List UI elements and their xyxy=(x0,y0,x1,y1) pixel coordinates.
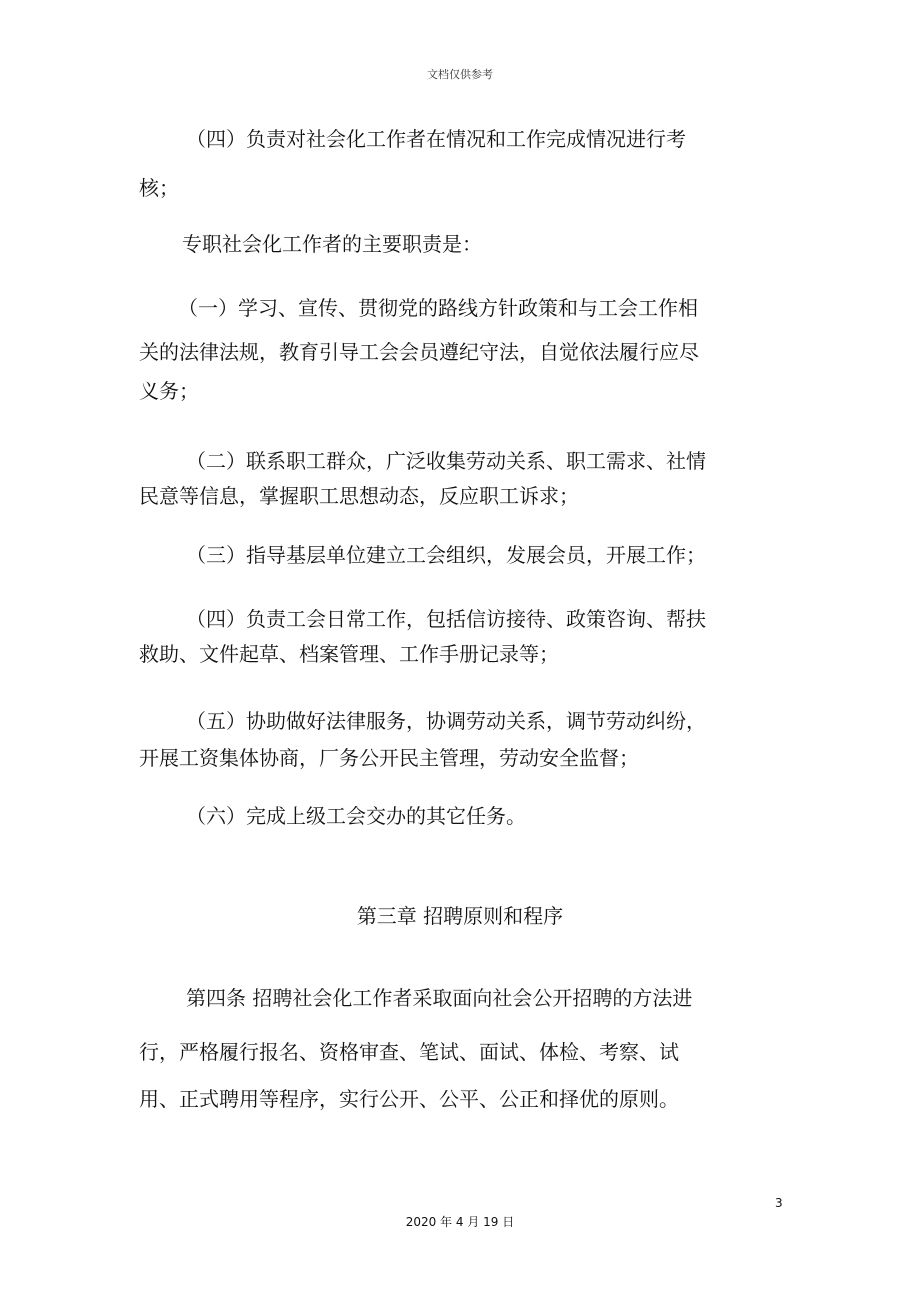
paragraph-line: 义务； xyxy=(139,379,199,403)
paragraph-line: （一）学习、宣传、贯彻党的路线方针政策和与工会工作相 xyxy=(178,296,698,320)
article-line: 行，严格履行报名、资格审查、笔试、面试、体检、考察、试 xyxy=(139,1040,679,1064)
paragraph-line: （四）负责工会日常工作，包括信访接待、政策咨询、帮扶 xyxy=(186,607,706,631)
paragraph-line: 专职社会化工作者的主要职责是： xyxy=(182,232,482,256)
page-header: 文档仅供参考 xyxy=(427,68,493,81)
footer-date: 2020 年 4 月 19 日 xyxy=(405,1215,515,1229)
chapter-title: 第三章 招聘原则和程序 xyxy=(356,904,564,928)
paragraph-line: 民意等信息，掌握职工思想动态，反应职工诉求； xyxy=(139,484,579,508)
paragraph-line: 救助、文件起草、档案管理、工作手册记录等； xyxy=(139,642,559,666)
paragraph-line: （三）指导基层单位建立工会组织，发展会员，开展工作； xyxy=(186,543,706,567)
paragraph-line: （四）负责对社会化工作者在情况和工作完成情况进行考 xyxy=(186,127,686,151)
paragraph-line: （二）联系职工群众，广泛收集劳动关系、职工需求、社情 xyxy=(186,449,706,473)
paragraph-line: 开展工资集体协商，厂务公开民主管理，劳动安全监督； xyxy=(139,746,639,770)
paragraph-line: 核； xyxy=(139,176,179,200)
article-line: 第四条 招聘社会化工作者采取面向社会公开招聘的方法进 xyxy=(186,986,693,1010)
paragraph-line: 关的法律法规，教育引导工会会员遵纪守法，自觉依法履行应尽 xyxy=(139,340,699,364)
article-line: 用、正式聘用等程序，实行公开、公平、公正和择优的原则。 xyxy=(139,1087,679,1111)
page-number: 3 xyxy=(775,1196,783,1210)
paragraph-line: （六）完成上级工会交办的其它任务。 xyxy=(186,804,526,828)
paragraph-line: （五）协助做好法律服务，协调劳动关系，调节劳动纠纷， xyxy=(186,709,706,733)
